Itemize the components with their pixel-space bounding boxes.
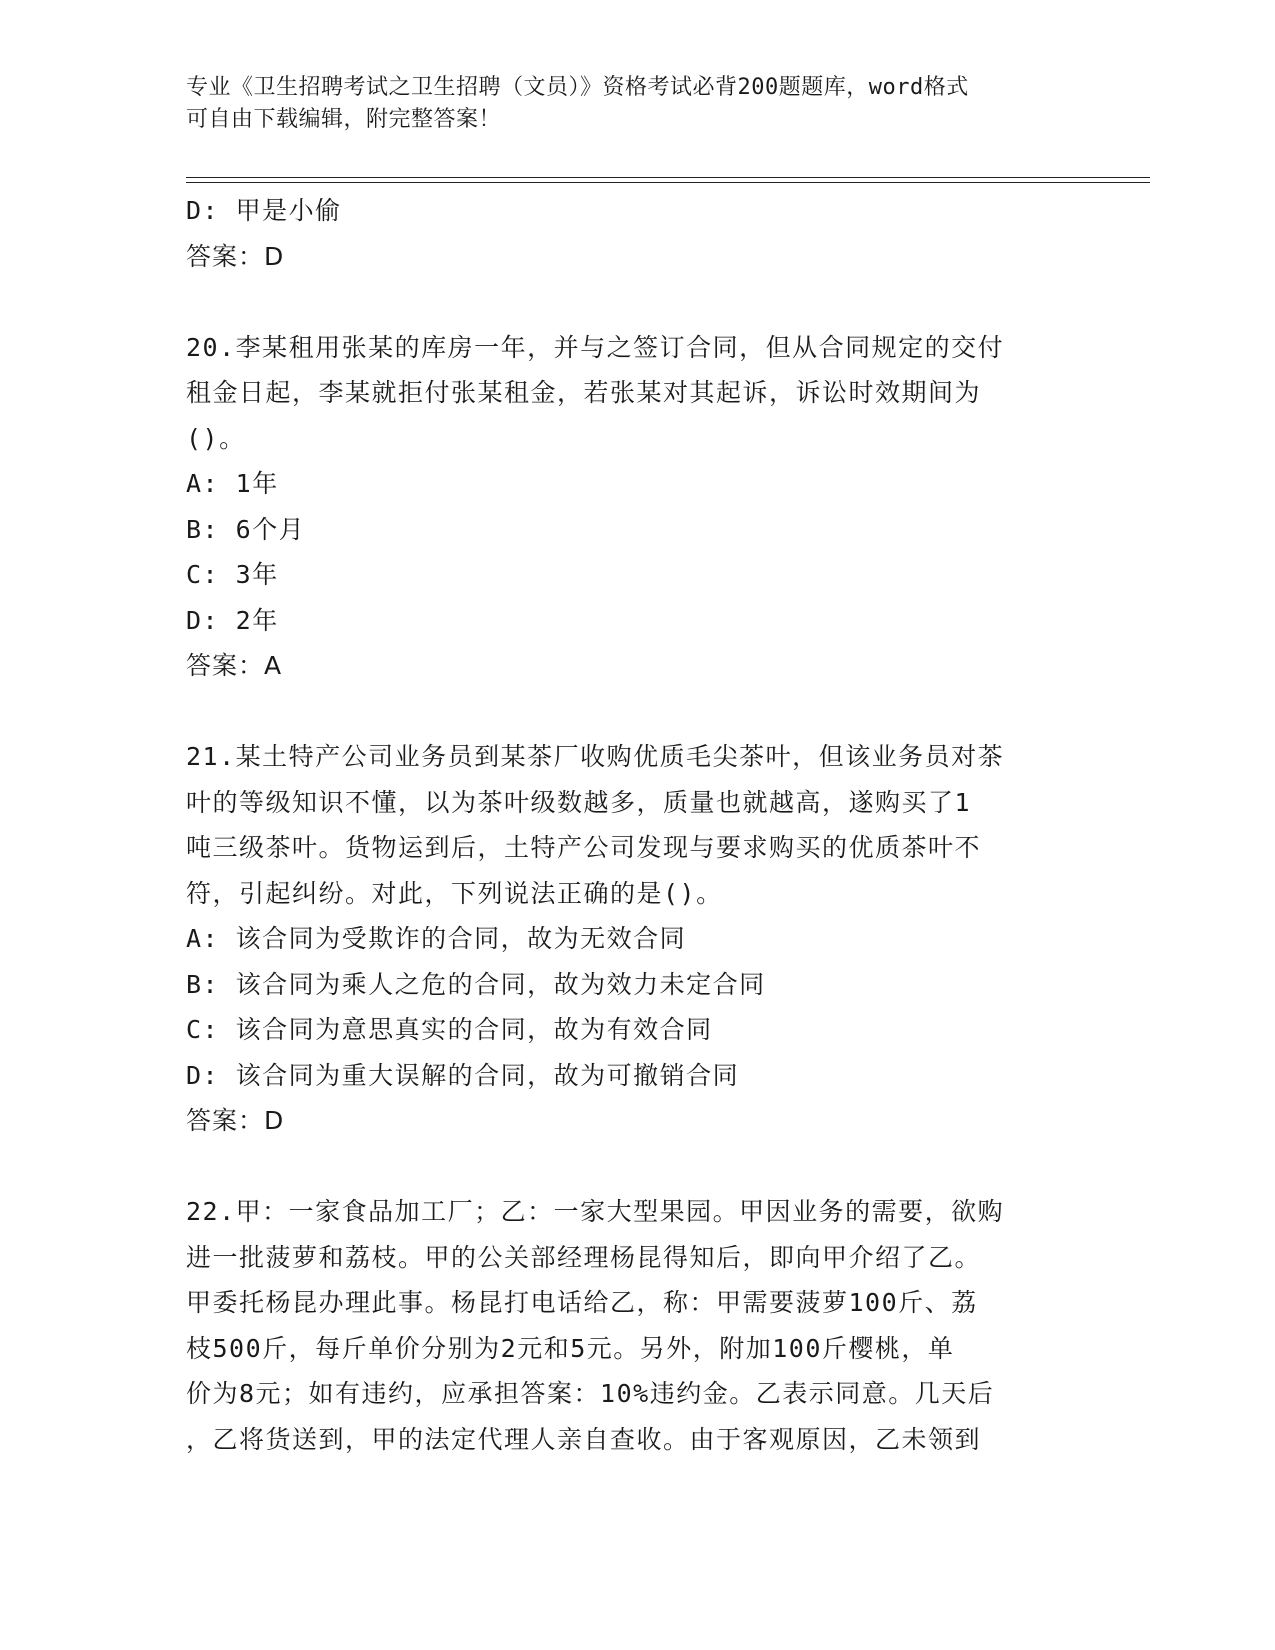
option-a: A: 1年 [186,469,279,498]
question-text: 进一批菠萝和荔枝。甲的公关部经理杨昆得知后，即向甲介绍了乙。 [186,1242,982,1272]
header-line-1: 专业《卫生招聘考试之卫生招聘（文员）》资格考试必背200题题库，word格式 [186,75,969,100]
document-body [186,188,1086,1462]
header-rule-bottom [186,182,1150,183]
option-a: A: 该合同为受欺诈的合同，故为无效合同 [186,924,687,953]
question-text: 20.李某租用张某的库房一年，并与之签订合同，但从合同规定的交付 [186,332,1005,362]
question-text: 吨三级茶叶。货物运到后，土特产公司发现与要求购买的优质茶叶不 [186,833,982,862]
question-text: 甲委托杨昆办理此事。杨昆打电话给乙，称：甲需要菠萝100斤、荔 [186,1288,978,1317]
question-20 [186,325,1086,690]
question-text: 租金日起，李某就拒付张某租金，若张某对其起诉，诉讼时效期间为 [186,378,982,407]
option-d: D: 2年 [186,605,279,635]
option-c: C: 3年 [186,560,279,589]
header-line-2: 可自由下载编辑，附完整答案！ [186,107,502,132]
question-text: ()。 [186,423,246,453]
question-text: ，乙将货送到，甲的法定代理人亲自查收。由于客观原因，乙未领到 [186,1424,982,1454]
question-text: 枝500斤，每斤单价分别为2元和5元。另外，附加100斤樱桃，单 [186,1333,955,1363]
question-22 [186,1189,1086,1462]
question-text: 价为8元；如有违约，应承担答案：10%违约金。乙表示同意。几天后 [186,1379,995,1408]
question-text: 叶的等级知识不懂，以为茶叶级数越多，质量也就越高，遂购买了1 [186,787,972,817]
option-b: B: 6个月 [186,514,306,544]
answer-line: 答案：D [186,1106,285,1135]
answer-line: 答案：D [186,241,285,271]
question-text: 22.甲：一家食品加工厂；乙：一家大型果园。甲因业务的需要，欲购 [186,1197,1005,1226]
option-b: B: 该合同为乘人之危的合同，故为效力未定合同 [186,969,766,999]
document-header [186,72,1066,136]
question-text: 21.某土特产公司业务员到某茶厂收购优质毛尖茶叶，但该业务员对茶 [186,742,1005,771]
header-rule-top [186,177,1150,178]
answer-line: 答案：A [186,651,283,680]
option-c: C: 该合同为意思真实的合同，故为有效合同 [186,1015,713,1044]
question-21 [186,734,1086,1144]
option-d: D: 甲是小偷 [186,196,342,225]
question-text: 符，引起纠纷。对此，下列说法正确的是()。 [186,878,723,908]
option-d: D: 该合同为重大误解的合同，故为可撤销合同 [186,1060,740,1090]
